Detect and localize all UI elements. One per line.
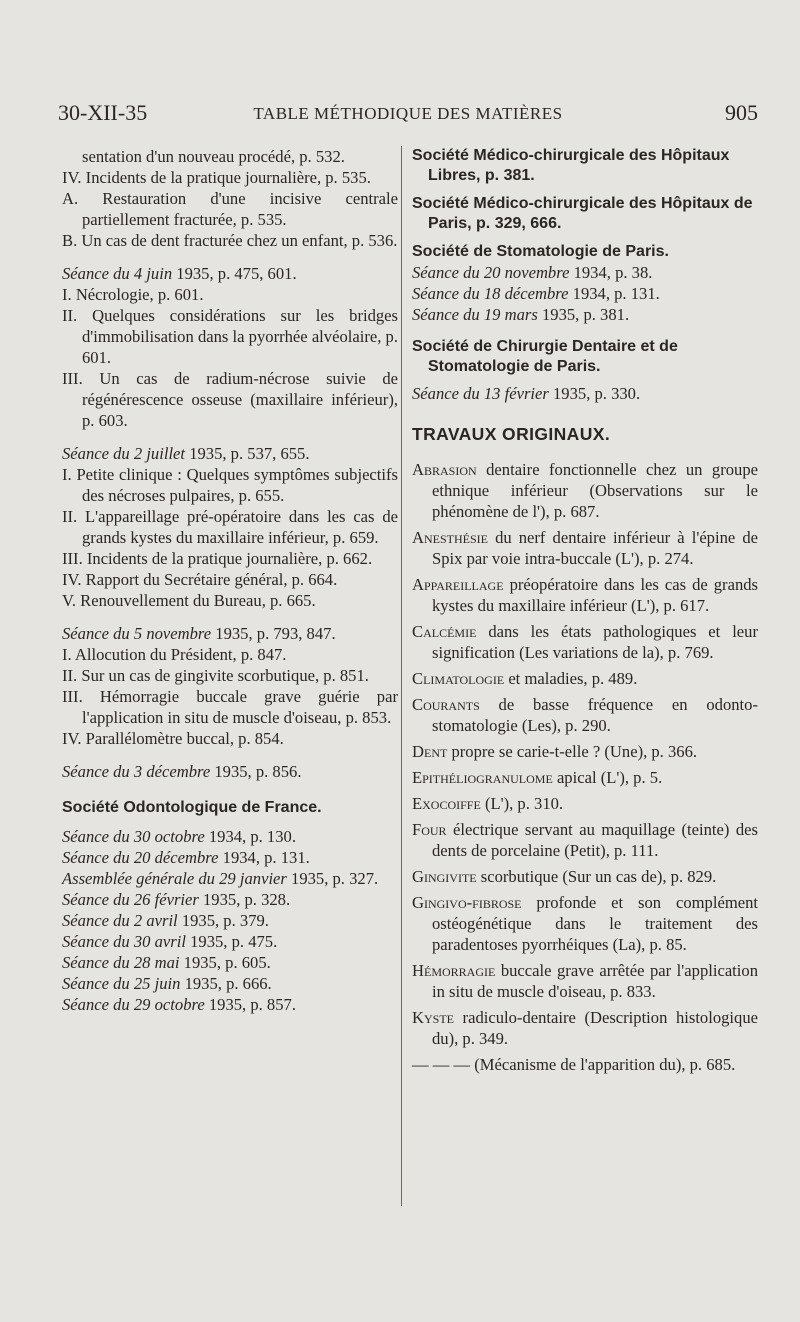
index-entry [412, 694, 758, 736]
seance-entry [62, 761, 398, 782]
seance-entry [62, 994, 398, 1015]
section-heading [62, 798, 398, 818]
entry-keyword: Courants [412, 695, 480, 714]
seance-entry [62, 263, 398, 284]
entry-keyword: Appareillage [412, 575, 504, 594]
index-entry: II. Sur un cas de gingivite scorbutique, p. 851. [62, 666, 369, 685]
entry-keyword: — — — [412, 1055, 471, 1074]
entry-keyword: Hémorragie [412, 961, 496, 980]
section-heading [412, 194, 758, 234]
seance-label: Séance du 20 décembre [62, 848, 219, 867]
seance-entry [62, 443, 398, 464]
seance-entry [412, 262, 758, 283]
seance-label: Séance du 20 novembre [412, 263, 570, 282]
index-entry [412, 960, 758, 1002]
seance-entry [62, 931, 398, 952]
index-entry [412, 866, 758, 887]
index-entry [412, 574, 758, 616]
right-column [412, 146, 758, 1075]
index-entry [412, 668, 758, 689]
seance-label: Séance du 18 décembre [412, 284, 569, 303]
seance-label: Séance du 28 mai [62, 953, 180, 972]
index-entry: I. Nécrologie, p. 601. [62, 285, 204, 304]
entry-text: électrique servant au maquillage (teinte) des dents de porcelaine (Petit), p. 111. [432, 820, 758, 860]
seance-label: Séance du 29 octobre [62, 995, 205, 1014]
index-entry: B. Un cas de dent fracturée chez un enfant, p. 536. [62, 231, 398, 250]
entry-text: (Mécanisme de l'apparition du), p. 685. [470, 1055, 736, 1074]
seance-label: Séance du 13 février [412, 384, 549, 403]
index-entry [412, 793, 758, 814]
entry-keyword: Four [412, 820, 447, 839]
seance-pages: 1934, p. 130. [204, 827, 296, 846]
seance-pages: 1935, p. 327. [286, 869, 379, 888]
heading-text: Société Odontologique de France. [62, 799, 322, 816]
seance-label: Séance du 3 décembre [62, 762, 211, 781]
seance-entry [62, 868, 398, 889]
seance-pages: 1935, p. 537, 655. [185, 444, 310, 463]
index-entry: III. Hémorragie buccale grave guérie par l'application in situ de muscle d'oiseau, p. 853. [62, 687, 398, 727]
seance-pages: 1934, p. 38. [569, 263, 653, 282]
seance-label: Séance du 30 octobre [62, 827, 205, 846]
column-divider [401, 146, 402, 1206]
entry-keyword: Climatologie [412, 669, 505, 688]
seance-label: Séance du 25 juin [62, 974, 181, 993]
index-entry [412, 527, 758, 569]
index-entry [412, 767, 758, 788]
entry-keyword: Kyste [412, 1008, 454, 1027]
seance-label: Séance du 26 février [62, 890, 199, 909]
seance-label: Séance du 30 avril [62, 932, 186, 951]
index-entry [412, 459, 758, 522]
seance-pages: 1935, p. 857. [204, 995, 296, 1014]
header-title: TABLE MÉTHODIQUE DES MATIÈRES [253, 104, 563, 123]
seance-pages: 1935, p. 330. [548, 384, 641, 403]
running-head [58, 98, 758, 138]
entry-keyword: Epithéliogranulome [412, 768, 553, 787]
seance-entry [62, 826, 398, 847]
entry-text: de basse fréquence en odonto-stomatologie (Les), p. 290. [432, 695, 758, 735]
entry-text: profonde et son complément ostéogénétique dans le traitement des paradentoses pyorrhéiques (La), p. 85. [432, 893, 758, 954]
entry-keyword: Calcémie [412, 622, 477, 641]
entry-text: dentaire fonctionnelle chez un groupe ethnique inférieur (Observations sur le phénomène de l'), p. 687. [432, 460, 758, 521]
entry-keyword: Abrasion [412, 460, 477, 479]
seance-pages: 1935, p. 666. [180, 974, 272, 993]
seance-pages: 1935, p. 793, 847. [211, 624, 336, 643]
seance-pages: 1934, p. 131. [218, 848, 310, 867]
seance-entry [412, 383, 758, 404]
index-entry: II. Quelques considérations sur les bridges d'immobilisation dans la pyorrhée alvéolaire, p. 601. [62, 306, 398, 367]
entry-text: radiculo-dentaire (Description histologique du), p. 349. [432, 1008, 758, 1048]
index-entry: III. Un cas de radium-nécrose suivie de régénérescence osseuse (maxillaire inférieur), p. 603. [62, 369, 398, 430]
seance-pages: 1935, p. 475. [185, 932, 278, 951]
heading-text: Société Médico-chirurgicale des Hôpitaux Libres, p. 381. [412, 147, 730, 184]
index-entry: II. L'appareillage pré-opératoire dans les cas de grands kystes du maxillaire inférieur, p. 659. [62, 507, 398, 547]
entry-text: et maladies, p. 489. [504, 669, 638, 688]
seance-entry [62, 910, 398, 931]
index-entry: III. Incidents de la pratique journalière, p. 662. [62, 549, 373, 568]
seance-pages: 1935, p. 605. [179, 953, 271, 972]
index-entry: IV. Rapport du Secrétaire général, p. 664. [62, 570, 338, 589]
section-title: TRAVAUX ORIGINAUX. [412, 424, 611, 444]
entry-text: apical (L'), p. 5. [552, 768, 663, 787]
entry-text: (L'), p. 310. [480, 794, 564, 813]
index-entry: IV. Parallélomètre buccal, p. 854. [62, 729, 284, 748]
index-entry: IV. Incidents de la pratique journalière, p. 535. [62, 168, 371, 187]
header-date: 30-XII-35 [58, 100, 148, 125]
seance-pages: 1935, p. 856. [210, 762, 302, 781]
index-entry [412, 892, 758, 955]
index-entry [412, 741, 758, 762]
entry-text: du nerf dentaire inférieur à l'épine de Spix par voie intra-buccale (L'), p. 274. [432, 528, 758, 568]
section-heading [412, 242, 758, 262]
entry-text: dans les états pathologiques et leur signification (Les variations de la), p. 769. [432, 622, 758, 662]
seance-pages: 1935, p. 475, 601. [172, 264, 297, 283]
entry-keyword: Exocoiffe [412, 794, 481, 813]
index-entry [412, 819, 758, 861]
section-heading [412, 146, 758, 186]
heading-text: Société Médico-chirurgicale des Hôpitaux de Paris, p. 329, 666. [412, 195, 753, 232]
entry-text: buccale grave arrêtée par l'application in situ de muscle d'oiseau, p. 833. [432, 961, 758, 1001]
seance-label: Séance du 4 juin [62, 264, 173, 283]
entry-keyword: Anesthésie [412, 528, 488, 547]
seance-label: Séance du 2 juillet [62, 444, 186, 463]
seance-pages: 1935, p. 328. [198, 890, 291, 909]
seance-entry [412, 304, 758, 325]
left-column [62, 146, 398, 1015]
seance-entry [62, 847, 398, 868]
heading-text: Société de Stomatologie de Paris. [412, 243, 669, 260]
index-entry: V. Renouvellement du Bureau, p. 665. [62, 591, 316, 610]
section-heading [412, 337, 758, 377]
seance-pages: 1935, p. 379. [177, 911, 269, 930]
seance-label: Séance du 2 avril [62, 911, 178, 930]
seance-entry [62, 623, 398, 644]
entry-text: préopératoire dans les cas de grands kystes du maxillaire inférieur (L'), p. 617. [432, 575, 758, 615]
heading-text: Société de Chirurgie Dentaire et de Stomatologie de Paris. [412, 338, 678, 375]
page-number: 905 [725, 100, 758, 125]
entry-text: propre se carie-t-elle ? (Une), p. 366. [447, 742, 698, 761]
seance-entry [62, 889, 398, 910]
index-entry: I. Allocution du Président, p. 847. [62, 645, 287, 664]
entry-text: scorbutique (Sur un cas de), p. 829. [476, 867, 717, 886]
seance-pages: 1935, p. 381. [537, 305, 630, 324]
seance-label: Séance du 19 mars [412, 305, 538, 324]
index-entry [412, 1007, 758, 1049]
entry-keyword: Gingivite [412, 867, 477, 886]
seance-label: Assemblée générale du 29 janvier [62, 869, 287, 888]
seance-entry [62, 973, 398, 994]
entry-keyword: Gingivo-fibrose [412, 893, 522, 912]
index-entry [412, 621, 758, 663]
index-entry: A. Restauration d'une incisive centrale partiellement fracturée, p. 535. [62, 189, 398, 229]
seance-entry [62, 952, 398, 973]
index-entry [412, 1054, 758, 1075]
seance-entry [412, 283, 758, 304]
index-entry: I. Petite clinique : Quelques symptômes subjectifs des nécroses pulpaires, p. 655. [62, 465, 398, 505]
index-entry: sentation d'un nouveau procédé, p. 532. [82, 147, 345, 166]
seance-label: Séance du 5 novembre [62, 624, 212, 643]
entry-keyword: Dent [412, 742, 448, 761]
seance-pages: 1934, p. 131. [568, 284, 660, 303]
